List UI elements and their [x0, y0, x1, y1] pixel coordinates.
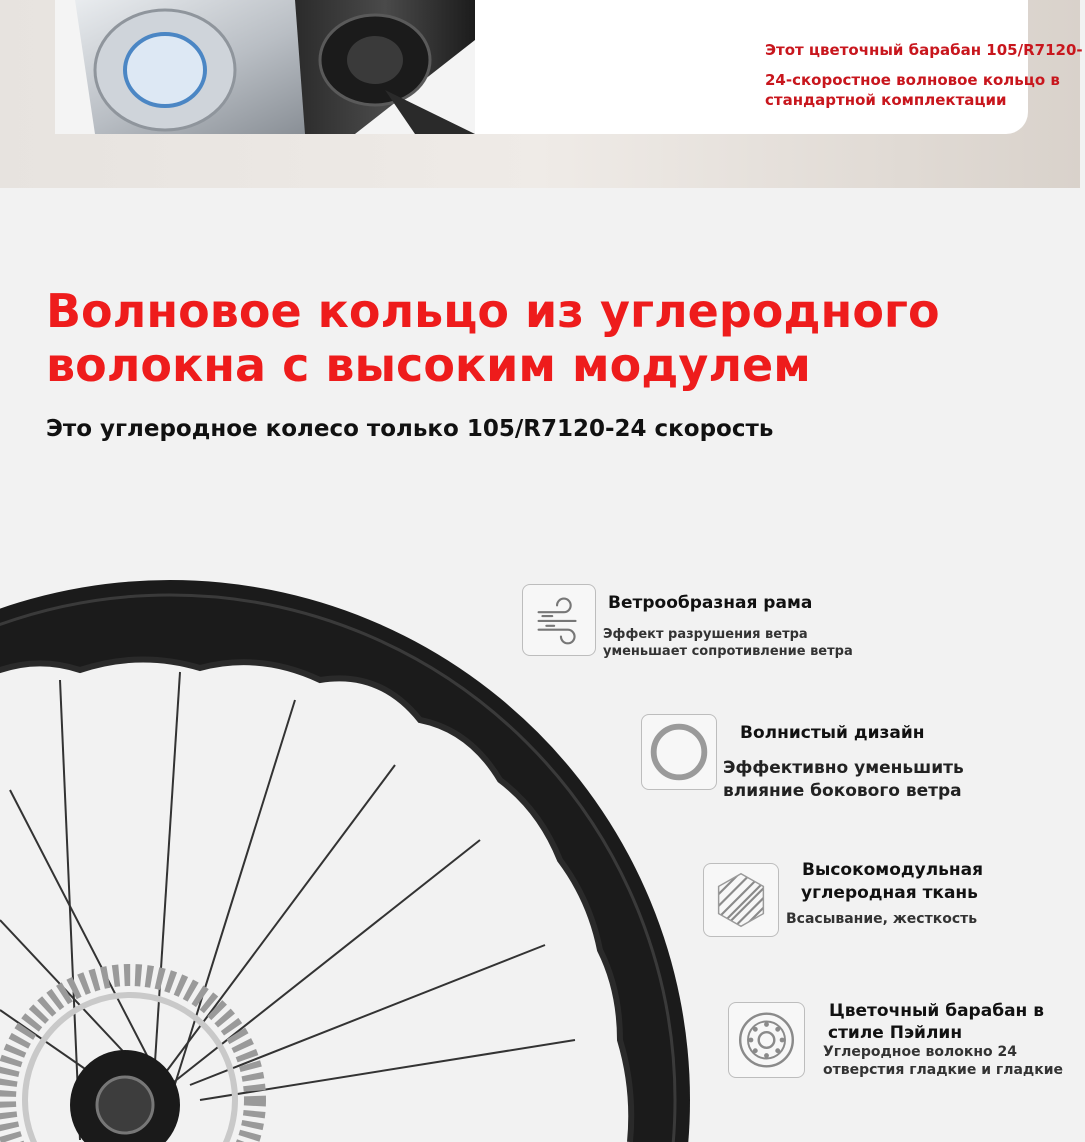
- feature-hub-title-line1: Цветочный барабан в: [829, 1001, 1044, 1021]
- hub-icon: [728, 1002, 805, 1078]
- headline-line2: волокна с высоким модулем: [46, 338, 811, 392]
- feature-hub-title-line2: стиле Пэйлин: [828, 1023, 963, 1043]
- subheadline: Это углеродное колесо только 105/R7120-24 скорость: [46, 416, 774, 442]
- top-caption-line2: 24-скоростное волновое кольцо в: [765, 71, 1060, 89]
- ring-icon: [641, 714, 717, 790]
- headline: [46, 284, 1046, 392]
- top-card: [55, 0, 1083, 134]
- feature-hub-desc-line1: Углеродное волокно 24: [823, 1044, 1017, 1060]
- feature-wind-desc-line1: Эффект разрушения ветра: [603, 627, 808, 642]
- wind-icon: [522, 584, 596, 656]
- carbon-fabric-icon: [703, 863, 779, 937]
- hub-closeup-photo: [55, 0, 475, 134]
- feature-wave-desc-line2: влияние бокового ветра: [723, 781, 962, 801]
- feature-carbon-title-line2: углеродная ткань: [801, 883, 978, 903]
- feature-wave-desc-line1: Эффективно уменьшить: [723, 758, 964, 778]
- feature-hub-desc-line2: отверстия гладкие и гладкие: [823, 1062, 1064, 1078]
- top-caption-line1: Этот цветочный барабан 105/R7120-: [765, 41, 1083, 59]
- headline-line1: Волновое кольцо из углеродного: [46, 284, 940, 338]
- feature-carbon-desc: Всасывание, жесткость: [786, 911, 978, 927]
- top-caption: [765, 40, 1085, 110]
- feature-wind-desc-line2: уменьшает сопротивление ветра: [603, 644, 853, 659]
- feature-carbon-title-line1: Высокомодульная: [802, 860, 984, 880]
- feature-wind-title: Ветрообразная рама: [608, 593, 813, 613]
- top-caption-line3: стандартной комплектации: [765, 91, 1007, 109]
- feature-wave-title: Волнистый дизайн: [740, 723, 925, 743]
- top-banner: [0, 0, 1083, 188]
